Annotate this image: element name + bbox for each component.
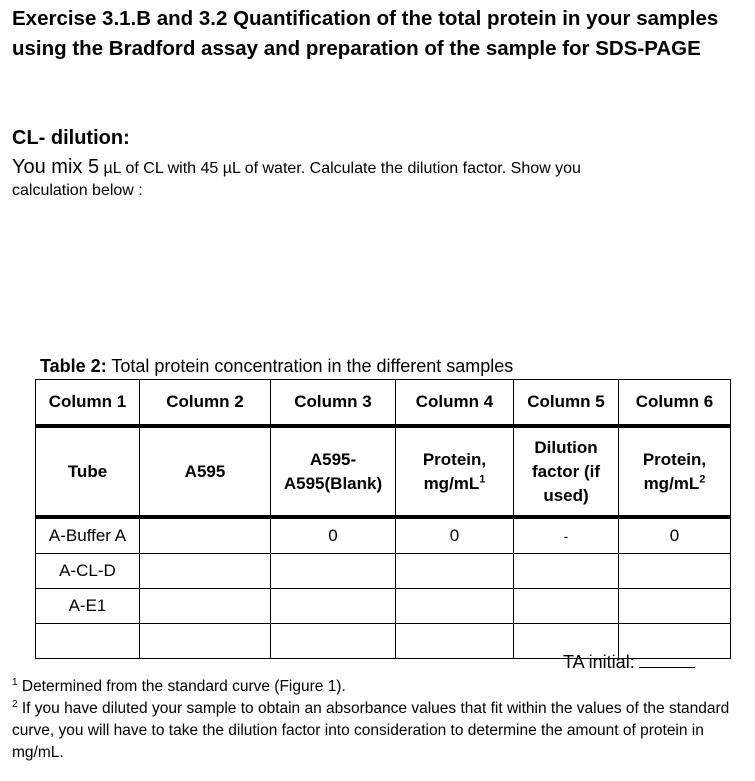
footnote-mark: 2 (12, 698, 18, 710)
table-cell[interactable] (271, 554, 396, 589)
table-cell: A-E1 (36, 589, 140, 624)
table-cell[interactable] (140, 589, 271, 624)
table-cell[interactable] (396, 624, 514, 659)
table-cell[interactable] (396, 554, 514, 589)
header-text: Protein, (422, 449, 487, 469)
column-label: Column 3 (271, 380, 396, 427)
table-cell[interactable] (271, 589, 396, 624)
table-row (36, 589, 731, 624)
header-tube: Tube (36, 426, 140, 517)
footnote-text: If you have diluted your sample to obtain an absorbance values that fit within the values of the standard curve, you will have to take the dilution factor into consideration to determine the amount of protein in mg/mL. (12, 700, 730, 761)
header-text: mg/mL (423, 473, 480, 493)
page-title: Exercise 3.1.B and 3.2 Quantification of the total protein in your samples using the Bradford assay and preparation of the sample for SDS-PAGE (12, 7, 719, 60)
table-cell[interactable] (619, 589, 731, 624)
ta-initial (563, 652, 695, 672)
table-cell[interactable] (140, 624, 271, 659)
header-protein-1 (396, 426, 514, 517)
table-cell[interactable] (396, 589, 514, 624)
ta-initial-blank[interactable] (639, 667, 695, 668)
table-cell: - (514, 517, 619, 554)
header-a595: A595 (140, 426, 271, 517)
footnote-ref: 1 (479, 472, 486, 485)
footnote-mark: 1 (12, 676, 18, 688)
footnote-2 (12, 698, 742, 764)
header-text: factor (if (532, 461, 600, 481)
header-text: used) (543, 485, 589, 505)
footnote-ref: 2 (699, 472, 706, 485)
column-number-row (36, 380, 731, 427)
protein-concentration-table (35, 379, 731, 659)
table-caption-text: Total protein concentration in the different samples (106, 356, 514, 376)
table-cell[interactable] (140, 517, 271, 554)
table-cell: A-CL-D (36, 554, 140, 589)
question-line-1: µL of CL with 45 µL of water. Calculate the dilution factor. Show you (99, 160, 581, 177)
header-text: Protein, (642, 449, 707, 469)
table-caption-label: Table 2: (40, 356, 107, 376)
header-text: mg/mL (643, 473, 700, 493)
question-line-2: calculation below : (12, 182, 143, 199)
table-cell[interactable] (514, 589, 619, 624)
table-row (36, 554, 731, 589)
table-cell: 0 (271, 517, 396, 554)
column-label: Column 2 (140, 380, 271, 427)
ta-initial-label: TA initial: (563, 652, 635, 672)
table-cell[interactable] (271, 624, 396, 659)
header-protein-2 (619, 426, 731, 517)
table-cell[interactable] (514, 554, 619, 589)
footnote-1 (12, 676, 742, 698)
header-dilution-factor (514, 426, 619, 517)
column-label: Column 1 (36, 380, 140, 427)
table-caption (40, 354, 513, 378)
table-cell[interactable] (619, 554, 731, 589)
table-cell[interactable] (36, 624, 140, 659)
column-label: Column 5 (514, 380, 619, 427)
table-cell: A-Buffer A (36, 517, 140, 554)
table-cell: 0 (396, 517, 514, 554)
table-row (36, 517, 731, 554)
dilution-question (12, 155, 732, 201)
header-text: A595(Blank) (283, 473, 383, 493)
column-label: Column 4 (396, 380, 514, 427)
header-row (36, 426, 731, 517)
table-cell: 0 (619, 517, 731, 554)
section-heading-cl-dilution: CL- dilution: (12, 127, 130, 149)
column-label: Column 6 (619, 380, 731, 427)
table-cell[interactable] (140, 554, 271, 589)
header-a595-minus-blank (271, 426, 396, 517)
question-lead: You mix 5 (12, 156, 100, 178)
footnotes (12, 676, 742, 764)
header-text: A595- (309, 449, 357, 469)
footnote-text: Determined from the standard curve (Figure 1). (17, 678, 346, 695)
header-text: Dilution (534, 437, 598, 457)
